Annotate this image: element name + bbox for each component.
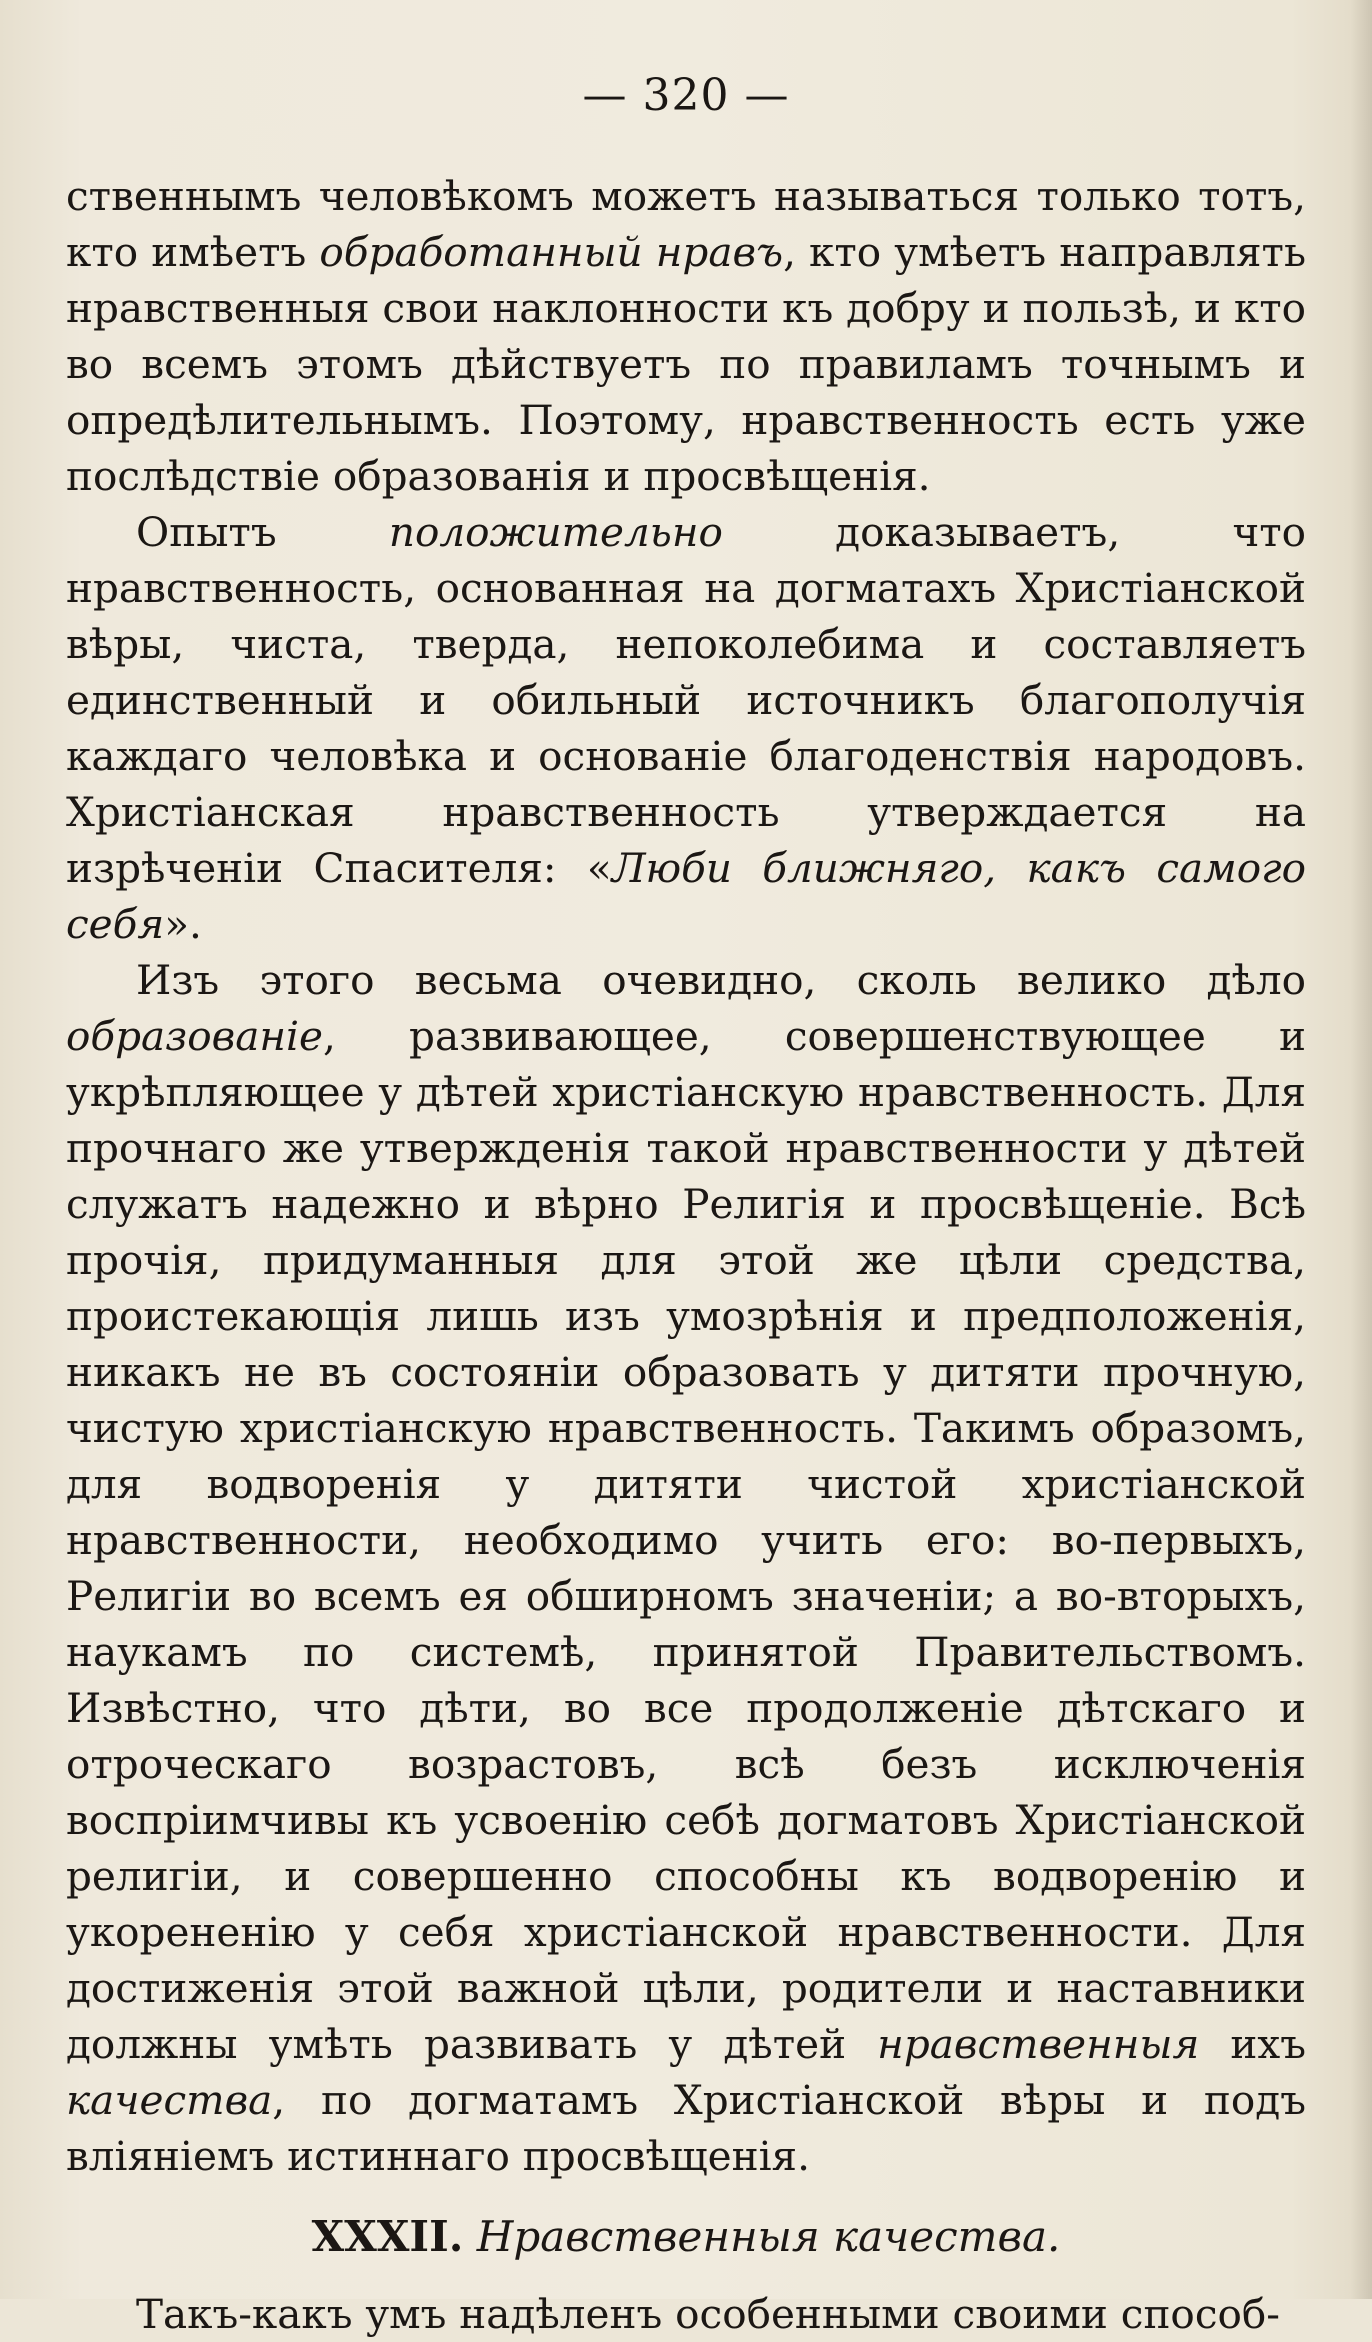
paragraph-3-emphasis-b: нравственныя <box>877 2020 1200 2068</box>
paragraph-2-text-c: ». <box>164 900 202 948</box>
paragraph-3-text-b: , развивающее, совершенствующее и укрѣпляющее у дѣтей христіанскую нравственность. Для прочнаго же утвержденія такой нравственности у дѣтей служатъ надежно и вѣрно Религія и просвѣщеніе. Всѣ прочія, придуманныя для этой же цѣли средства, проистекающія лишь изъ умозрѣнія и предположенія, никакъ не въ состояніи образовать у дитяти прочную, чистую христіанскую нравственность. Такимъ образомъ, для водворенія у дитяти чистой христіанской нравственности, необходимо учить его: во-первыхъ, Религіи во всемъ ея обширномъ значеніи; а во-вторыхъ, наукамъ по системѣ, принятой Правительствомъ. Извѣстно, что дѣти, во все продолженіе дѣтскаго и отроческаго возрастовъ, всѣ безъ исключенія воспріимчивы къ усвоенію себѣ догматовъ Христіанской религіи, и совершенно способны къ водворенію и укорененію у себя христіанской нравственности. Для достиженія этой важной цѣли, родители и наставники должны умѣть развивать у дѣтей <box>66 1012 1306 2068</box>
paragraph-2-text-b: доказываетъ, что нравственность, основанная на догматахъ Христіанской вѣры, чиста, тверда, непоколебима и составляетъ единственный и обильный источникъ благополучія каждаго человѣка и основаніе благоденствія народовъ. Христіанская нравственность утверждается на изрѣченіи Спасителя: « <box>66 508 1307 892</box>
paragraph-1-text-b: , кто умѣетъ направлять нравственныя свои наклонности къ добру и пользѣ, и кто во всемъ этомъ дѣйствуетъ по правиламъ точнымъ и опредѣлительнымъ. Поэтому, нравственность есть уже послѣдствіе образованія и просвѣщенія. <box>66 228 1306 500</box>
body-text <box>66 168 1306 2342</box>
paragraph-1-emphasis: обработанный нравъ <box>319 228 784 276</box>
paragraph-3-text-c: ихъ <box>1199 2020 1306 2068</box>
paragraph-2 <box>66 504 1306 952</box>
page-edge-shadow <box>1350 0 1372 2299</box>
paragraph-2-emphasis-a: положительно <box>388 508 723 556</box>
paragraph-3-text-d: , по догматамъ Христіанской вѣры и подъ вліяніемъ истиннаго просвѣщенія. <box>66 2076 1306 2180</box>
paragraph-4: Такъ-какъ умъ надѣленъ особенными своими способ- <box>136 2290 1280 2338</box>
section-number: XXXII. <box>311 2212 464 2261</box>
section-heading <box>66 2208 1306 2266</box>
paragraph-3-text-a: Изъ этого весьма очевидно, сколь велико дѣло <box>136 956 1306 1004</box>
paragraph-1 <box>66 168 1306 504</box>
paragraph-2-text-a: Опытъ <box>136 508 389 556</box>
paragraph-3-emphasis-c: качества <box>66 2076 273 2124</box>
paragraph-3 <box>66 952 1306 2184</box>
paragraph-1-text-a: ственнымъ человѣкомъ можетъ называться только тотъ, кто имѣетъ <box>66 172 1306 276</box>
page-number: — 320 — <box>582 70 790 121</box>
paragraph-3-emphasis-a: образованіе <box>66 1012 323 1060</box>
paragraph-2-quote: Люби ближняго, какъ самого себя <box>66 844 1306 948</box>
section-title: Нравственныя качества. <box>476 2212 1061 2261</box>
